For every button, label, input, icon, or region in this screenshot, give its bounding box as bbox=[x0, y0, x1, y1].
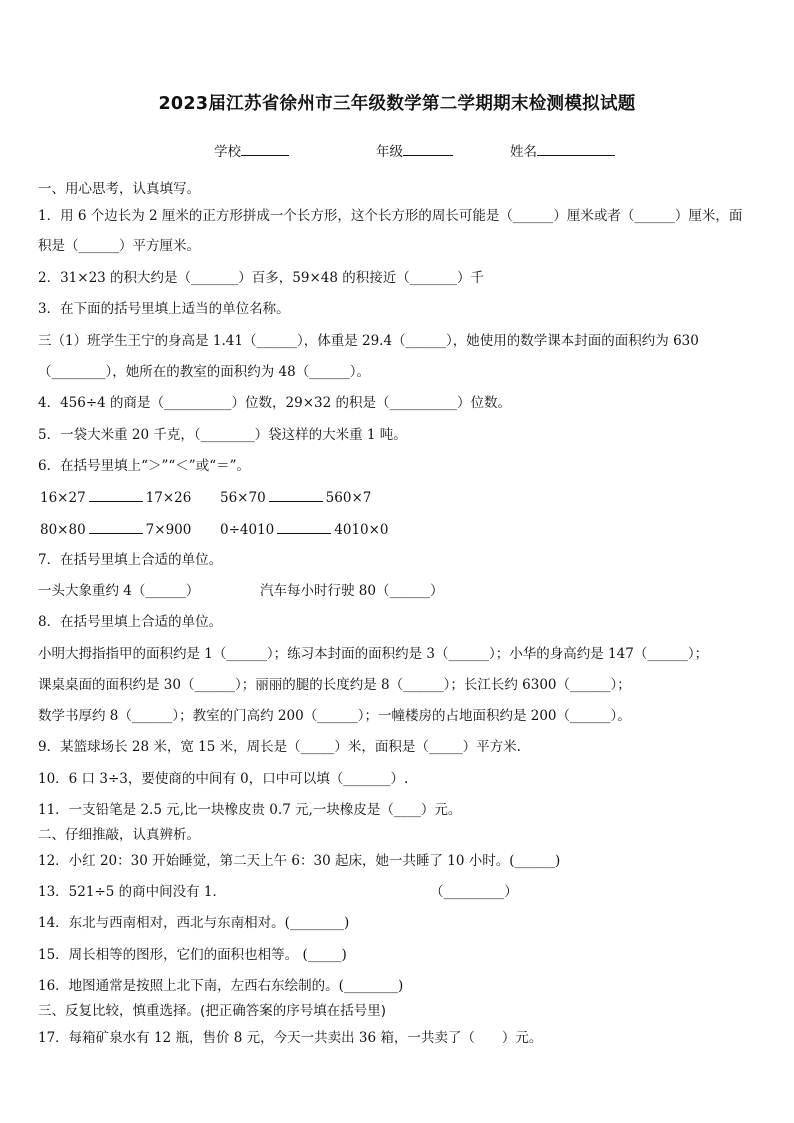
question-10: 10．6 口 3÷3，要使商的中间有 0，口中可以填（_______）. bbox=[38, 771, 409, 787]
compare-left: 80×80 bbox=[40, 522, 86, 538]
compare-blank[interactable] bbox=[89, 487, 143, 502]
school-field bbox=[214, 140, 289, 160]
question-15: 15．周长相等的图形，它们的面积也相等。 (_____) bbox=[38, 947, 347, 963]
school-label: 学校 bbox=[214, 144, 241, 160]
school-blank[interactable] bbox=[241, 141, 289, 156]
compare-item bbox=[220, 487, 371, 506]
compare-item bbox=[220, 519, 389, 538]
question-5: 5．一袋大米重 20 千克，（________）袋这样的大米重 1 吨。 bbox=[38, 427, 407, 443]
question-11: 11．一支铅笔是 2.5 元,比一块橡皮贵 0.7 元,一块橡皮是（____）元。 bbox=[38, 802, 462, 818]
grade-blank[interactable] bbox=[403, 141, 453, 156]
question-7-part-1: 一头大象重约 4（______） bbox=[38, 583, 200, 599]
section-heading-2: 二、仔细推敲，认真辨析。 bbox=[38, 827, 200, 843]
question-8-part-1: 小明大拇指指甲的面积约是 1（______）；练习本封面的面积约是 3（______）；小华的身高约是 147（______）； bbox=[38, 646, 709, 662]
compare-right: 560×7 bbox=[325, 490, 372, 506]
compare-right: 17×26 bbox=[145, 490, 192, 506]
question-4: 4．456÷4 的商是（__________）位数，29×32 的积是（__________）位数。 bbox=[38, 395, 512, 411]
compare-right: 4010×0 bbox=[334, 522, 389, 538]
question-2: 2．31×23 的积大约是（_______）百多，59×48 的积接近（_______）千 bbox=[38, 270, 485, 286]
question-1: 1．用 6 个边长为 2 厘米的正方形拼成一个长方形，这个长方形的周长可能是（______）厘米或者（______）厘米，面 bbox=[38, 208, 743, 224]
compare-right: 7×900 bbox=[145, 522, 192, 538]
question-13: 13．521÷5 的商中间没有 1． bbox=[38, 884, 227, 900]
question-17: 17．每箱矿泉水有 12 瓶，售价 8 元，今天一共卖出 36 箱，一共卖了（ ）元。 bbox=[38, 1030, 543, 1046]
question-12: 12．小红 20：30 开始睡觉，第二天上午 6：30 起床，她一共睡了 10 小时。(______) bbox=[38, 853, 561, 869]
compare-blank[interactable] bbox=[269, 487, 323, 502]
question-8-part-3: 数学书厚约 8（______）；教室的门高约 200（______）；一幢楼房的占地面积约是 200（______）。 bbox=[38, 708, 631, 724]
name-label: 姓名 bbox=[510, 144, 537, 160]
compare-blank[interactable] bbox=[89, 519, 143, 534]
question-7-part-2: 汽车每小时行驶 80（______） bbox=[260, 583, 444, 599]
question-8-part-2: 课桌桌面的面积约是 30（______）；丽丽的腿的长度约是 8（______）；长江长约 6300（______）； bbox=[38, 677, 631, 693]
compare-blank[interactable] bbox=[277, 519, 331, 534]
question-14: 14．东北与西南相对，西北与东南相对。(________) bbox=[38, 915, 350, 931]
question-7: 7．在括号里填上合适的单位。 bbox=[38, 552, 223, 568]
section-heading-1: 一、用心思考，认真填写。 bbox=[38, 181, 200, 197]
question-3: 3．在下面的括号里填上适当的单位名称。 bbox=[38, 301, 290, 317]
question-9: 9．某篮球场长 28 米，宽 15 米，周长是（_____）米，面积是（_____）平方米. bbox=[38, 739, 521, 755]
question-3-part-2: （________），她所在的教室的面积约为 48（______）。 bbox=[38, 364, 370, 380]
question-8: 8．在括号里填上合适的单位。 bbox=[38, 614, 223, 630]
question-6: 6．在括号里填上“＞”“＜”或“＝”。 bbox=[38, 458, 250, 474]
compare-item bbox=[40, 519, 191, 538]
question-3-part-1: 三（1）班学生王宁的身高是 1.41（______），体重是 29.4（______），她使用的数学课本封面的面积约为 630 bbox=[38, 333, 699, 349]
compare-item bbox=[40, 487, 191, 506]
question-13-answer: （_________） bbox=[430, 884, 518, 900]
compare-left: 0÷4010 bbox=[220, 522, 275, 538]
name-blank[interactable] bbox=[537, 141, 615, 156]
grade-field bbox=[376, 140, 453, 160]
name-field bbox=[510, 140, 615, 160]
section-heading-3: 三、反复比较，慎重选择。(把正确答案的序号填在括号里) bbox=[38, 1003, 387, 1019]
compare-left: 16×27 bbox=[40, 490, 86, 506]
page-title: 2023届江苏省徐州市三年级数学第二学期期末检测模拟试题 bbox=[158, 94, 636, 114]
question-16: 16．地图通常是按照上北下南，左西右东绘制的。(________) bbox=[38, 978, 404, 994]
compare-left: 56×70 bbox=[220, 490, 266, 506]
question-1-cont: 积是（______）平方厘米。 bbox=[38, 238, 200, 254]
grade-label: 年级 bbox=[376, 144, 403, 160]
